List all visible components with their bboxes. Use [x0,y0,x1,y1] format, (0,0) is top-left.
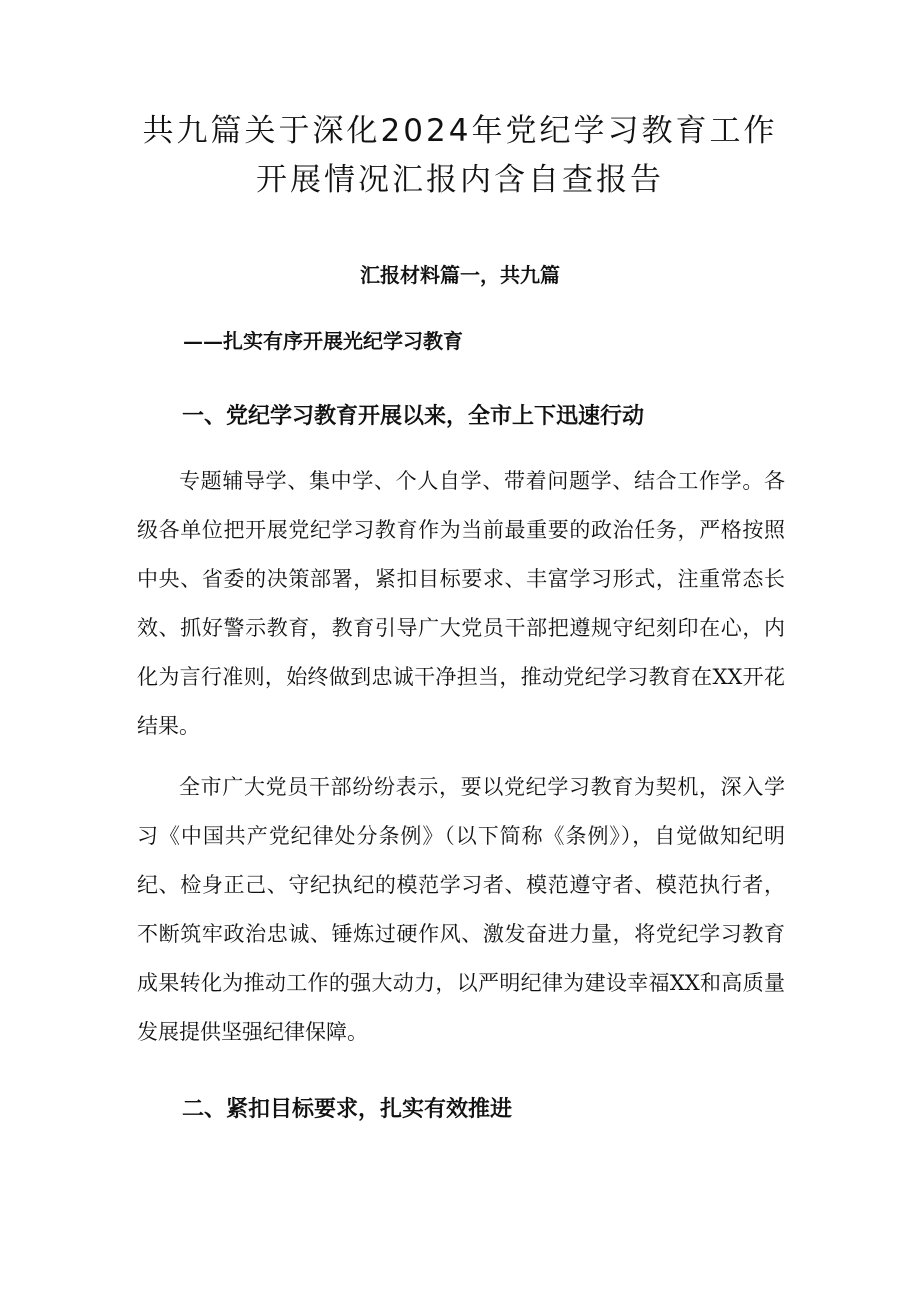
section-1-paragraph-2: 全市广大党员干部纷纷表示，要以党纪学习教育为契机，深入学习《中国共产党纪律处分条例》（以下简称《条例》），自觉做知纪明纪、检身正己、守纪执纪的模范学习者、模范遵守者、模范执行者，不断筑牢政治忠诚、锤炼过硬作风、激发奋进力量，将党纪学习教育成果转化为推动工作的强大动力，以严明纪律为建设幸福XX和高质量发展提供坚强纪律保障。 [137,775,785,1044]
document-subtitle: 汇报材料篇一，共九篇 [360,263,560,287]
section-1-paragraph-1: 专题辅导学、集中学、个人自学、带着问题学、结合工作学。各级各单位把开展党纪学习教育作为当前最重要的政治任务，严格按照中央、省委的决策部署，紧扣目标要求、丰富学习形式，注重常态长效、抓好警示教育，教育引导广大党员干部把遵规守纪刻印在心，内化为言行准则，始终做到忠诚干净担当，推动党纪学习教育在XX开花结果。 [137,469,785,738]
document-title-line-1: 共九篇关于深化2024年党纪学习教育工作 [142,113,778,149]
document-title-line-2: 开展情况汇报内含自查报告 [256,162,664,198]
document-tagline: ——扎实有序开展光纪学习教育 [183,329,463,353]
section-2-heading: 二、紧扣目标要求，扎实有效推进 [182,1097,513,1122]
section-1-heading: 一、党纪学习教育开展以来，全市上下迅速行动 [182,404,645,429]
